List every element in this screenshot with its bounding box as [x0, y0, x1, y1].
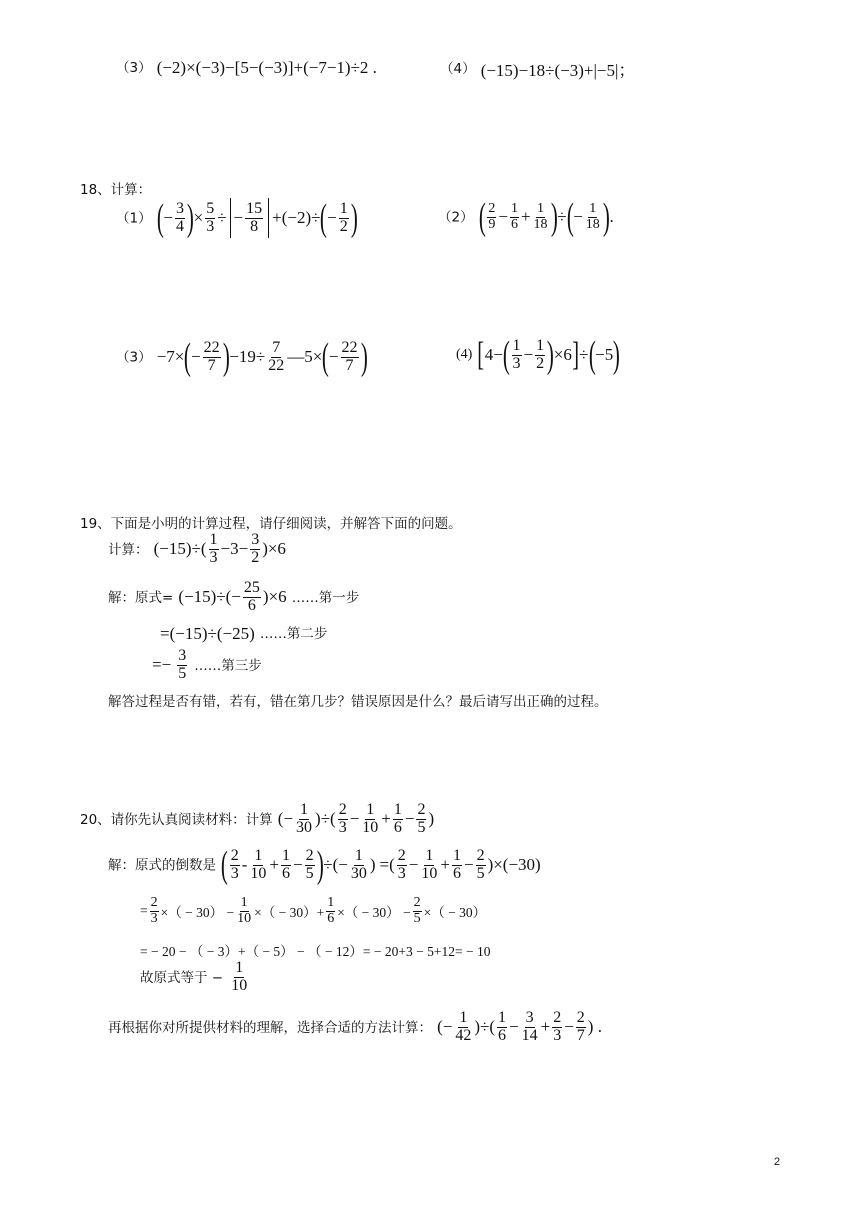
q18-p1-expression: ( − $\frac{3}{4}$ ) × $\frac{5}{3}$ ÷ − $\frac{15}{8}$ +(−2)÷ ( − $\frac{1}{2}$ ): [156, 197, 358, 239]
q20-task-expression: (− $\frac{1}{42}$ )÷( $\frac{1}{6}$ − $\frac{3}{14}$ + $\frac{2}{3}$ − $\frac{2}{7}$ ) .: [437, 1009, 602, 1044]
q20-line2-expression: = $\frac{2}{3}$ ×（ − 30） − $\frac{1}{10}$ ×（ − 30）+ $\frac{1}{6}$ ×（ − 30） − $\frac{2}{5}$ ×（ − 30）: [140, 895, 487, 926]
q19-calc: [108, 532, 286, 567]
q19-line1-expression: (−15)÷(− $\frac{25}{6}$ )×6: [178, 579, 287, 614]
q19-solution-line3: [152, 648, 262, 683]
q17-part4: [440, 56, 635, 81]
q17-part3: [116, 56, 377, 78]
q18-p2-expression: ( $\frac{2}{9}$ − $\frac{1}{6}$ + $\frac{1}{18}$ ) ÷ ( − $\frac{1}{18}$ ) .: [478, 196, 614, 238]
q18-part1: [116, 198, 357, 238]
q20-title: 20、请你先认真阅读材料：计算: [80, 811, 273, 828]
q20-conclusion: [140, 960, 250, 995]
q18-p4-expression: [ 4− ( $\frac{1}{3}$ − $\frac{1}{2}$ ) ×6 ] ÷ ( −5 ): [477, 334, 621, 376]
q19-solution-line1: [108, 580, 359, 615]
q18-p4-label: (4): [456, 347, 473, 362]
q19-line3-expression: =− $\frac{3}{5}$: [152, 647, 187, 682]
q18-part2: [438, 198, 614, 236]
q20-conclusion-text: 故原式等于 −: [140, 969, 224, 986]
q19-step3: ……第三步: [194, 657, 262, 674]
q19-solution-line2: [160, 622, 327, 644]
q18-p2-label: （2）: [438, 209, 474, 226]
q20-solution-line1: [108, 846, 541, 884]
q17-p3-expression: (−2)×(−3)−[5−(−3)]+(−7−1)÷2 .: [156, 57, 377, 77]
q18-p3-expression: −7× ( − $\frac{22}{7}$ ) −19÷ $\frac{7}{22}$ —5× ( − $\frac{22}{7}$ ): [156, 336, 368, 378]
q18-title: 18、计算：: [80, 182, 152, 198]
q20-solution-line3: = − 20 − （ − 3）+（ − 5） − （ − 12）= − 20+3 − 5+12= − 10: [140, 944, 491, 959]
q19-calc-label: 计算：: [108, 541, 149, 558]
q17-p3-label: （3）: [116, 60, 152, 76]
q20-task: [108, 1010, 602, 1045]
q20-task-text: 再根据你对所提供材料的理解，选择合适的方法计算：: [108, 1019, 432, 1036]
q19-question: 解答过程是否有错，若有，错在第几步？错误原因是什么？最后请写出正确的过程。: [108, 694, 608, 710]
q20-line1-expression: ( $\frac{2}{3}$ - $\frac{1}{10}$ + $\frac{1}{6}$ − $\frac{2}{5}$ ) ÷(− $\frac{1}{30}$ ) =( $\frac{2}{3}$ − $\frac{1}{10}$ + $\frac{1}{6}$ − $\frac{2}{5}$ )×(−30): [220, 844, 541, 886]
q18-p1-label: （1）: [116, 210, 152, 227]
q20-title-expression: (− $\frac{1}{30}$ )÷( $\frac{2}{3}$ − $\frac{1}{10}$ + $\frac{1}{6}$ − $\frac{2}{5}$ ): [277, 801, 435, 836]
q17-p4-label: （4）: [440, 61, 476, 77]
q19-title: 19、下面是小明的计算过程，请仔细阅读，并解答下面的问题。: [80, 516, 462, 532]
q19-step1: ……第一步: [291, 589, 360, 606]
q19-sol-label: 解：原式=: [108, 589, 174, 606]
q19-line2-expression: =(−15)÷(−25): [160, 623, 255, 643]
q19-calc-expression: (−15)÷( $\frac{1}{3}$ −3− $\frac{3}{2}$ )×6: [153, 531, 286, 566]
q20-title-line: [80, 802, 434, 837]
q20-conclusion-fraction: $\frac{1}{10}$: [231, 959, 248, 994]
q19-step2: ……第二步: [259, 626, 328, 642]
page-number: 2: [774, 1156, 781, 1168]
q18-part3: [116, 338, 367, 376]
q18-part4: [456, 336, 620, 374]
q20-solution-line2: [140, 896, 486, 926]
q20-sol-label: 解：原式的倒数是: [108, 857, 216, 874]
q17-p4-expression: (−15)−18÷(−3)+|−5|；: [480, 61, 636, 80]
q18-p3-label: （3）: [116, 349, 152, 366]
